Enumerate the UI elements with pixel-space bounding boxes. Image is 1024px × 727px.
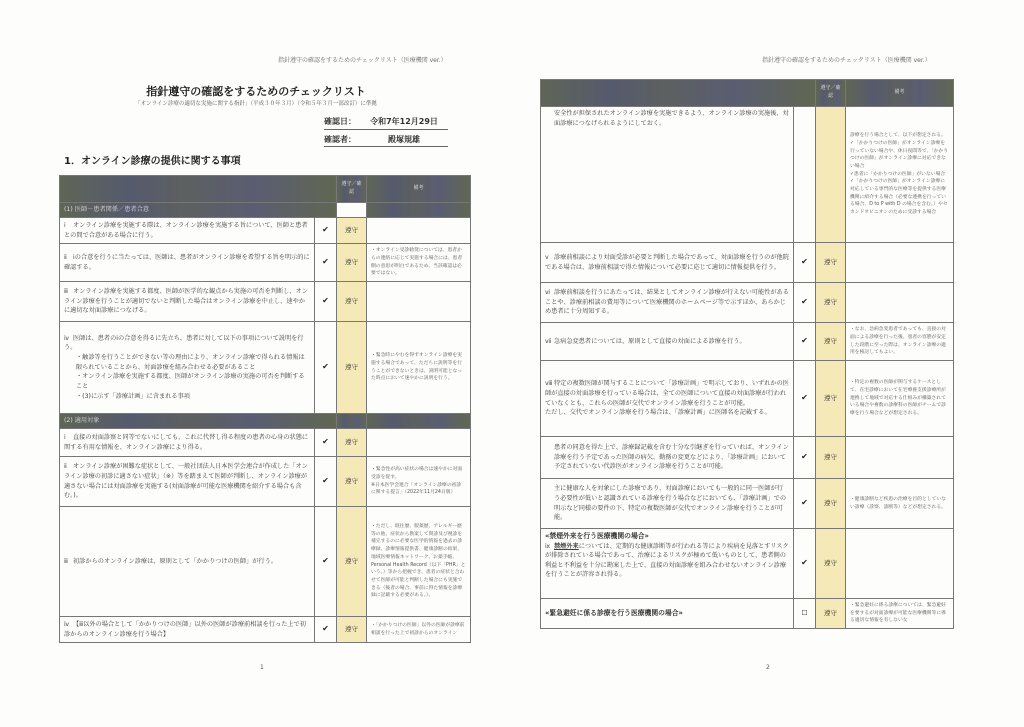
compliance-cell: 遵守 (816, 323, 846, 361)
table-row: ⅱ ⅰの合意を行うに当たっては、医師は、患者がオンライン診療を希望する旨を明示的に確認する。 ✔ 遵守 ・オンライン受診勧奨については、患者からの連絡に応じて実施する場合には、患者側の意思が明白であるため、当該確認は必要ではない。 (60, 244, 471, 282)
checkbox[interactable]: ✔ (794, 323, 816, 361)
item-text: については、定期的な健康診断等が行われる等により疾病を見落とすリスクが排除されている場合であって、治療によるリスクが極めて低いものとして、患者側の利益と不利益を十分に勘案した上で、直接の対面診療を組み合わせないオンライン診療を行うことが許容され得る。 (545, 542, 789, 579)
checkbox[interactable]: ☐ (794, 599, 816, 629)
compliance-cell: 遵守 (337, 244, 367, 282)
item-text: 安全性が担保されたオンライン診療を実施できるよう、オンライン診療の実施後、対面診療につなげられるようにしておく。 (554, 110, 789, 127)
table-row (541, 599, 954, 629)
item-text: 医師は、患者のⅰの合意を得るに先立ち、患者に対して以下の事項について説明を行う。 (64, 334, 304, 352)
table-row: ⅰ オンライン診療を実施する際は、オンライン診療を実施する旨について、医師と患者との間で合意がある場合に行う。 ✔ 遵守 (60, 218, 471, 244)
table-row (541, 437, 954, 479)
header-item (541, 80, 816, 107)
checkbox[interactable]: ✔ (794, 479, 816, 529)
confirmer-value: 殿塚規雄 (388, 135, 420, 144)
note-cell: ・緊急性が高い症状の場合は速やかに対面受診を促す。 ※日本医学会連合「オンライン診療の初診に関する提言」（2022年11月24日版） (367, 457, 471, 507)
note-cell (367, 429, 471, 457)
checkbox[interactable]: ✔ (315, 218, 337, 244)
note-cell (367, 218, 471, 244)
checkbox[interactable]: ✔ (794, 283, 816, 323)
table-row: ⅱ オンライン診療が困難な症状として、一般社団法人日本医学会連合が作成した「オンライン診療の初診に適さない症状」（※）等を踏まえて医師が判断し、オンライン診療が適さない場合には対面診療を実施する(対面診療が可能な医療機関を紹介する場合も含む。)。 ✔ 遵守 ・緊急性が高い症状の場合は速やかに対面受診を促す。 ※日本医学会連合「オンライン診療の初診に関する提言」（2022年11月24日版） (60, 457, 471, 507)
checklist-table (540, 79, 954, 629)
note-cell: ・特定の複数の医師が関与するケースとして、在宅診療において在宅療養支援診療所が連携して地域で対応する仕組みが構築されている場合や複数の診療科の医師がチームで診療を行う場合などが想定される。 (846, 361, 954, 437)
compliance-cell: 遵守 (816, 437, 846, 479)
header-compliance: 遵守／確認 (337, 176, 367, 203)
compliance-cell (816, 107, 846, 243)
checkbox[interactable]: ✔ (315, 282, 337, 322)
table-row: ⅳ 医師は、患者のⅰの合意を得るに先立ち、患者に対して以下の事項について説明を行う。 ・触診等を行うことができない等の理由により、オンライン診療で得られる情報は限られていることから、対面診療を組み合わせる必要があること ・オンライン診療を実施する都度、医師がオンライン診療の実施の可否を判断すること ・(3)に示す「診療計画」に含まれる事項 ✔ 遵守 ・緊急時にやむを得ずオンライン診療を実施する場合であって、ただちに説明等を行うことができないときは、説明可能となった時点において速やかに説明を行う。 (60, 322, 471, 414)
item-text: 直接の対面診察と同等でないにしても、これに代替し得る程度の患者の心身の状態に関する有用な情報を、オンライン診療により得る。 (64, 433, 309, 451)
header-compliance: 遵守／確認 (816, 80, 846, 107)
item-text: オンライン診療が困難な症状として、一般社団法人日本医学会連合が作成した「オンライン診療の初診に適さない症状」（※）等を踏まえて医師が判断し、オンライン診療が適さない場合には対面診療を実施する(対面診療が可能な医療機関を紹介する場合も含む。)。 (64, 463, 308, 500)
compliance-cell: 遵守 (337, 218, 367, 244)
compliance-cell: 遵守 (337, 617, 367, 643)
compliance-cell: 遵守 (337, 507, 367, 617)
note-cell (846, 283, 954, 323)
header-notes: 備考 (846, 80, 954, 107)
compliance-cell: 遵守 (337, 457, 367, 507)
checkbox[interactable]: ✔ (794, 529, 816, 599)
document-title: 指針遵守の確認をするためのチェックリスト (146, 85, 366, 98)
checkbox[interactable]: ✔ (315, 457, 337, 507)
group-heading: «緊急避妊に係る診療を行う医療機関の場合» (545, 609, 683, 618)
item-text: 急病急変患者については、原則として直接の対面による診療を行う。 (554, 337, 746, 345)
confirm-date-label: 確認日： (324, 117, 356, 126)
table-row: ⅷ 特定の複数医師が関与することについて「診療計画」で明示しており、いずれかの医師が直接の対面診療を行っている場合は、全ての医師について直接の対面診療が行われていなくとも、これらの医師が交代でオンライン診療を行うことが可能。 ただし、交代でオンライン診療を行う場合は、「診療計画」に医師名を記載する。 ✔ 遵守 ・特定の複数の医師が関与するケースとして、在宅診療において在宅療養支援診療所が連携して地域で対応する仕組みが構築されている場合や複数の診療科の医師がチームで診療を行う場合などが想定される。 (541, 361, 954, 437)
section-title: 1．オンライン診療の提供に関する事項 (64, 156, 241, 167)
item-text: 診療前相談を行うにあたっては、結果としてオンライン診療が行えない可能性があることや、診療前相談の費用等について医療機関のホームページ等で示すほか、あらかじめ患者に十分周知する。 (545, 289, 789, 316)
checkbox[interactable]: ✔ (315, 429, 337, 457)
note-cell (846, 243, 954, 283)
note-cell: ・なお、急病急変患者であっても、直接の対面による診療を行った後、患者の容態が安定した段階に至った際は、オンライン診療の適用を検討してもよい。 (846, 323, 954, 361)
item-text: 【ⅲ以外の場合として「かかりつけの医師」以外の医師が診療前相談を行った上で初診からのオンライン診療を行う場合】 (64, 620, 306, 638)
table-row: ⅵ 診療前相談を行うにあたっては、結果としてオンライン診療が行えない可能性があることや、診療前相談の費用等について医療機関のホームページ等で示すほか、あらかじめ患者に十分周知する。 ✔ 遵守 (541, 283, 954, 323)
running-head: 指針遵守の確認をするためのチェックリスト（医療機関 ver.） (762, 57, 931, 64)
compliance-cell: 遵守 (337, 429, 367, 457)
checkbox[interactable]: ✔ (794, 437, 816, 479)
divider (324, 129, 448, 130)
table-row: ⅳ 【ⅲ以外の場合として「かかりつけの医師」以外の医師が診療前相談を行った上で初診からのオンライン診療を行う場合】 ✔ 遵守 ・「かかりつけの医師」以外の医師が診療前相談を行った上で初診からのオンライン (60, 617, 471, 643)
item-text: オンライン診療を実施する都度、医師が医学的な観点から実施の可否を判断し、オンライン診療を行うことが適切でないと判断した場合はオンライン診療を中止し、速やかに適切な対面診療につなげる。 (64, 288, 308, 315)
divider (324, 146, 448, 147)
header-item (60, 176, 337, 203)
confirmer-row (324, 134, 444, 145)
checkbox[interactable]: ✔ (315, 507, 337, 617)
note-cell: ・緊急避妊に係る診療については、緊急避妊を要するが対面診療が可能な医療機関等に係る適切な情報を有しない女 (846, 599, 954, 629)
compliance-cell: 遵守 (337, 282, 367, 322)
compliance-cell: 遵守 (337, 322, 367, 414)
subsection-title: (2) 適用対象 (60, 414, 337, 429)
confirm-date-value: 令和7年12月29日 (370, 117, 438, 126)
note-cell: ・ただし、既往歴、服薬歴、アレルギー歴等の他、症状から勘案して問診及び視診を補完するのに必要な医学的情報を過去の診療録、診療情報提供書、健康診断の結果、地域医療情報ネットワーク、お薬手帳、Personal Health Record（以下「PHR」という。）等から把握でき、患者の症状と合わせて医師が可能と判断した場合にも実施できる（後者の場合、事前に得た情報を診療録に記載する必要がある。）。 (367, 507, 471, 617)
subsection-header (60, 414, 471, 429)
item-text: ⅰの合意を行うに当たっては、医師は、患者がオンライン診療を希望する旨を明示的に確認する。 (64, 253, 310, 271)
bullet-item: ・触診等を行うことができない等の理由により、オンライン診療で得られる情報は限られていることから、対面診療を組み合わせる必要があること (76, 354, 305, 371)
checkbox[interactable]: ✔ (315, 617, 337, 643)
checkbox[interactable]: ✔ (315, 322, 337, 414)
group-heading: «禁煙外来を行う医療機関の場合» (545, 532, 649, 540)
item-text: 診療前相談により対面受診が必要と判断した場合であって、対面診療を行うのが他院である場合は、診療前相談で得た情報について必要に応じて適切に情報提供を行う。 (545, 253, 789, 271)
checkbox[interactable]: ✔ (794, 361, 816, 437)
item-text: 患者の同意を得た上で、診療録記載を含む十分な引継ぎを行っていれば、オンライン診療を行う予定であった医師の病欠、勤務の変更などにより、「診療計画」において予定されていない代診医がオンライン診療を行うことが可能。 (554, 444, 789, 471)
note-cell (846, 437, 954, 479)
page-number: 1 (260, 664, 264, 671)
table-row: «禁煙外来を行う医療機関の場合» ⅸ 禁煙外来については、定期的な健康診断等が行われる等により疾病を見落とすリスクが排除されている場合であって、治療によるリスクが極めて低いものとして、患者側の利益と不利益を十分に勘案した上で、直接の対面診療を組み合わせないオンライン診療を行うことが許容され得る。 ✔ 遵守 (541, 529, 954, 599)
checklist-table (59, 175, 471, 643)
item-text: 特定の複数医師が関与することについて「診療計画」で明示しており、いずれかの医師が直接の対面診療を行っている場合は、全ての医師について直接の対面診療が行われていなくとも、これらの医師が交代でオンライン診療を行うことが可能。 ただし、交代でオンライン診療を行う場合は、「診療計画」に医師名を記載する。 (545, 380, 789, 417)
note-cell: 診療を行う場合として、以下が想定される。 ✓「かかりつけの医師」がオンライン診療を行っていない場合や、休日夜間等で、「かかりつけの医師」がオンライン診療に対応できない場合 ✓患者に「かかりつけの医師」がいない場合 ✓「かかりつけの医師」がオンライン診療に対応している専門的な医療等を提供する医療機関に紹介する場合（必要な連携を行っている場合、D to P with D の場合を含む。）やセカンドオピニオンのために受診する場合 (846, 107, 954, 243)
document-subtitle: 「オンライン診療の適切な実施に関する指針」（平成３０年３月）（令和５年３月一部改訂）に準拠 (135, 101, 377, 107)
bullet-item: ・(3)に示す「診療計画」に含まれる事項 (76, 392, 190, 400)
item-text: 初診からのオンライン診療は、原則として「かかりつけの医師」が行う。 (73, 557, 277, 565)
compliance-cell: 遵守 (816, 599, 846, 629)
confirm-date-row (324, 116, 444, 127)
item-text: オンライン診療を実施する際は、オンライン診療を実施する旨について、医師と患者との間で合意がある場合に行う。 (64, 221, 308, 239)
note-cell: ・健康診断など疾患の治療を目的としていない診療（診察、診断等）などが想定される。 (846, 479, 954, 529)
subsection-title: (1) 医師－患者関係／患者合意 (60, 203, 337, 218)
table-row: ⅰ 直接の対面診察と同等でないにしても、これに代替し得る程度の患者の心身の状態に関する有用な情報を、オンライン診療により得る。 ✔ 遵守 (60, 429, 471, 457)
note-cell: ・「かかりつけの医師」以外の医師が診療前相談を行った上で初診からのオンライン (367, 617, 471, 643)
compliance-cell: 遵守 (816, 479, 846, 529)
running-head: 指針遵守の確認をするためのチェックリスト（医療機関 ver.） (278, 57, 447, 64)
page-number: 2 (766, 664, 770, 671)
checkbox[interactable]: ✔ (794, 243, 816, 283)
note-cell: ・オンライン受診勧奨については、患者からの連絡に応じて実施する場合には、患者側の意思が明白であるため、当該確認は必要ではない。 (367, 244, 471, 282)
compliance-cell: 遵守 (816, 283, 846, 323)
compliance-cell: 遵守 (816, 529, 846, 599)
table-row: ⅶ 急病急変患者については、原則として直接の対面による診療を行う。 ✔ 遵守 ・なお、急病急変患者であっても、直接の対面による診療を行った後、患者の容態が安定した段階に至った際は、オンライン診療の適用を検討してもよい。 (541, 323, 954, 361)
table-row: ⅲ 初診からのオンライン診療は、原則として「かかりつけの医師」が行う。 ✔ 遵守 ・ただし、既往歴、服薬歴、アレルギー歴等の他、症状から勘案して問診及び視診を補完するのに必要な医学的情報を過去の診療録、診療情報提供書、健康診断の結果、地域医療情報ネットワーク、お薬手帳、Personal Health Record（以下「PHR」という。）等から把握でき、患者の症状と合わせて医師が可能と判断した場合にも実施できる（後者の場合、事前に得た情報を診療録に記載する必要がある。）。 (60, 507, 471, 617)
confirmer-label: 確認者： (324, 135, 356, 144)
page-2 (512, 0, 1024, 727)
table-row: ⅲ オンライン診療を実施する都度、医師が医学的な観点から実施の可否を判断し、オンライン診療を行うことが適切でないと判断した場合はオンライン診療を中止し、速やかに適切な対面診療につなげる。 ✔ 遵守 (60, 282, 471, 322)
note-cell (367, 282, 471, 322)
note-cell: ・緊急時にやむを得ずオンライン診療を実施する場合であって、ただちに説明等を行うことができないときは、説明可能となった時点において速やかに説明を行う。 (367, 322, 471, 414)
item-text: 主に健康な人を対象にした診療であり、対面診療においても一般的に同一医師が行う必要性が低いと認識されている診療を行う場合などにおいても、「診療計画」での明示など同様の要件の下、特定の複数医師が交代でオンライン診療を行うことが可能。 (554, 485, 787, 522)
header-notes: 備考 (367, 176, 471, 203)
keyword: 禁煙外来 (554, 542, 579, 550)
compliance-cell: 遵守 (816, 361, 846, 437)
subsection-header (60, 203, 471, 218)
checkbox[interactable] (794, 107, 816, 243)
table-row (541, 479, 954, 529)
checkbox[interactable]: ✔ (315, 244, 337, 282)
bullet-item: ・オンライン診療を実施する都度、医師がオンライン診療の実施の可否を判断すること (76, 373, 305, 390)
table-row: ⅴ 診療前相談により対面受診が必要と判断した場合であって、対面診療を行うのが他院である場合は、診療前相談で得た情報について必要に応じて適切に情報提供を行う。 ✔ 遵守 (541, 243, 954, 283)
table-row (541, 107, 954, 243)
compliance-cell: 遵守 (816, 243, 846, 283)
note-cell (846, 529, 954, 599)
